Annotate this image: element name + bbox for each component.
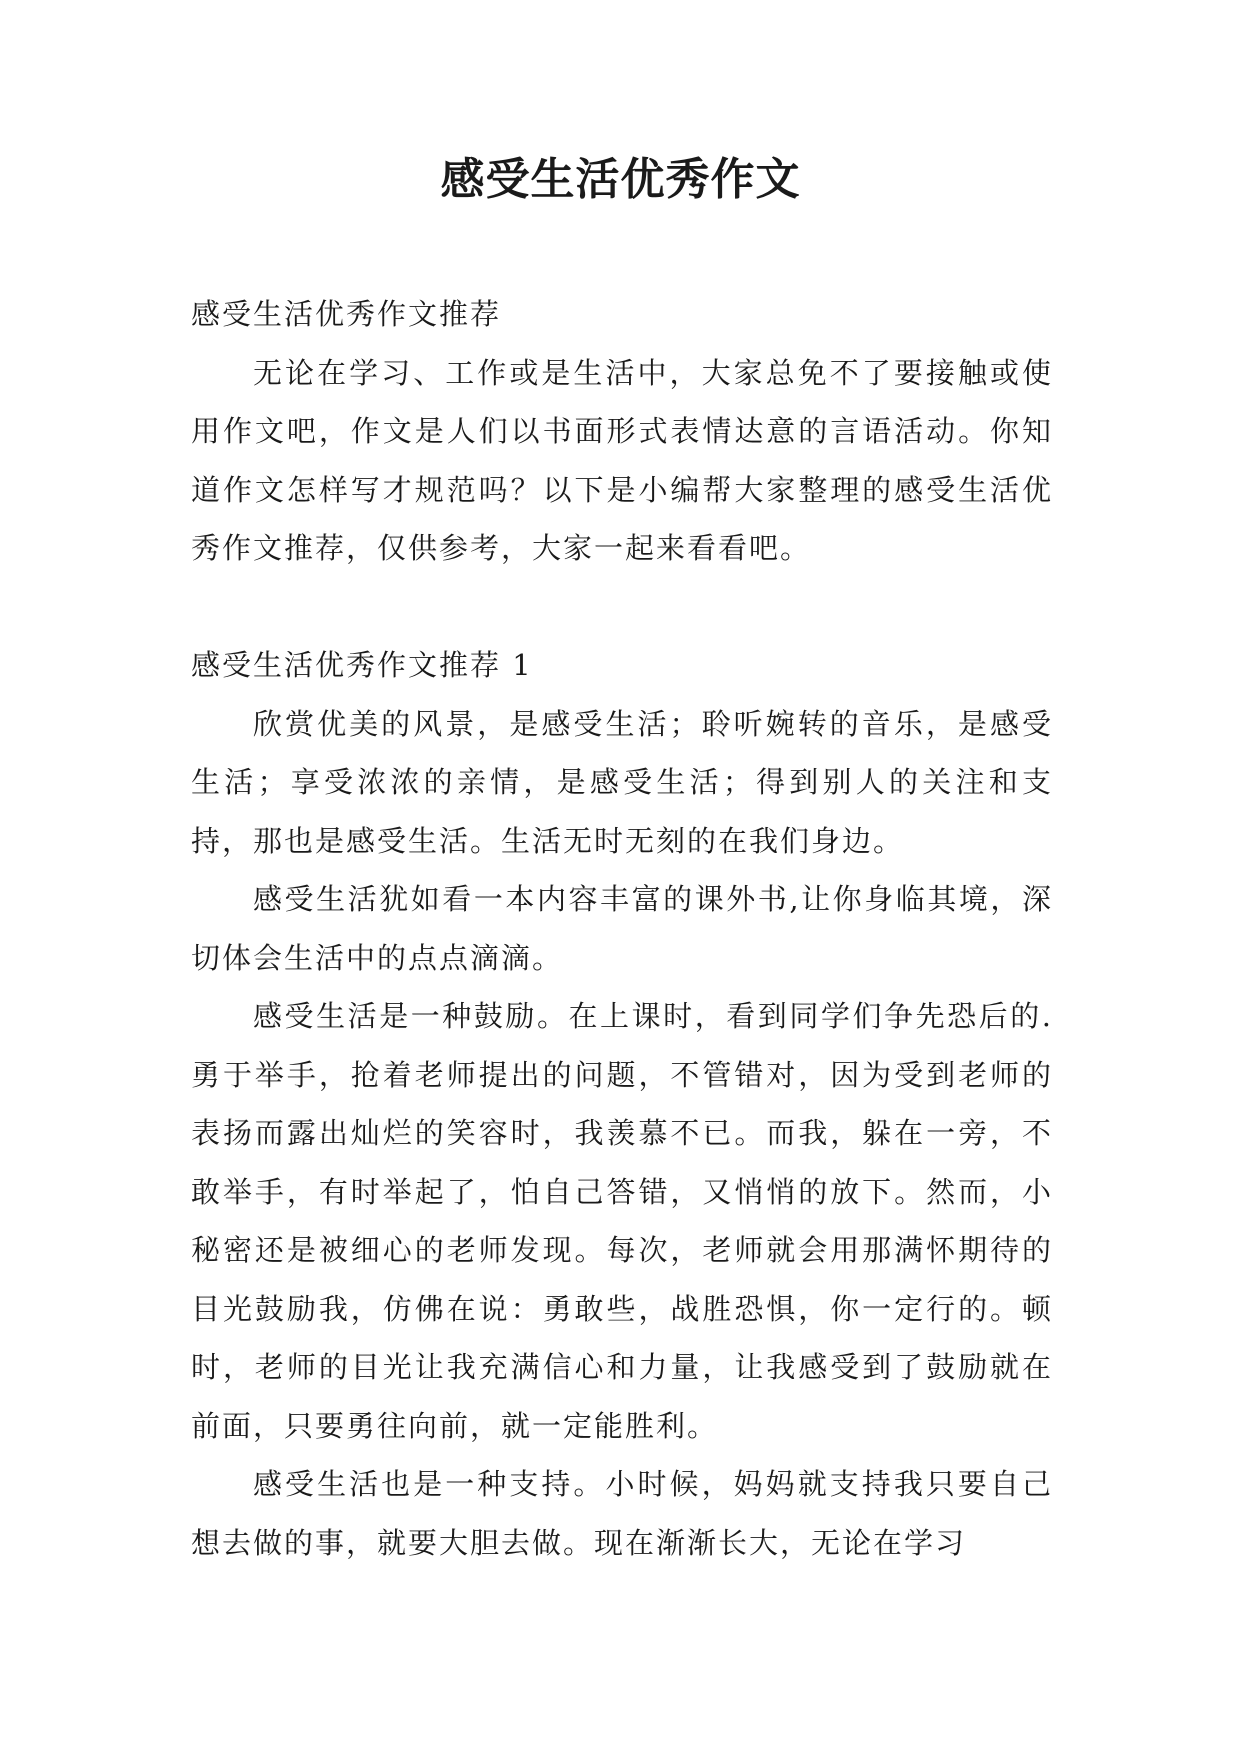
section-spacer xyxy=(191,578,1053,637)
document-title: 感受生活优秀作文 xyxy=(440,154,801,205)
section1-paragraph: 欣赏优美的风景，是感受生活；聆听婉转的音乐，是感受生活；享受浓浓的亲情，是感受生活；得到别人的关注和支持，那也是感受生活。生活无时无刻的在我们身边。 xyxy=(191,706,1053,858)
section1-paragraph: 感受生活也是一种支持。小时候，妈妈就支持我只要自己想去做的事，就要大胆去做。现在渐渐长大，无论在学习 xyxy=(191,1467,1053,1560)
section1-paragraph: 感受生活犹如看一本内容丰富的课外书,让你身临其境，深切体会生活中的点点滴滴。 xyxy=(191,882,1053,975)
intro-paragraph: 无论在学习、工作或是生活中，大家总免不了要接触或使用作文吧，作文是人们以书面形式表情达意的言语活动。你知道作文怎样写才规范吗？以下是小编帮大家整理的感受生活优秀作文推荐，仅供参考，大家一起来看看吧。 xyxy=(191,355,1053,565)
section1-paragraph: 感受生活是一种鼓励。在上课时，看到同学们争先恐后的.勇于举手，抢着老师提出的问题，不管错对，因为受到老师的表扬而露出灿烂的笑容时，我羡慕不已。而我，躲在一旁，不敢举手，有时举起了，怕自己答错，又悄悄的放下。然而，小秘密还是被细心的老师发现。每次，老师就会用那满怀期待的目光鼓励我，仿佛在说：勇敢些，战胜恐惧，你一定行的。顿时，老师的目光让我充满信心和力量，让我感受到了鼓励就在前面，只要勇往向前，就一定能胜利。 xyxy=(191,999,1053,1443)
section1-heading: 感受生活优秀作文推荐 1 xyxy=(191,648,533,682)
document-body xyxy=(191,285,1053,1572)
intro-heading: 感受生活优秀作文推荐 xyxy=(191,297,502,331)
